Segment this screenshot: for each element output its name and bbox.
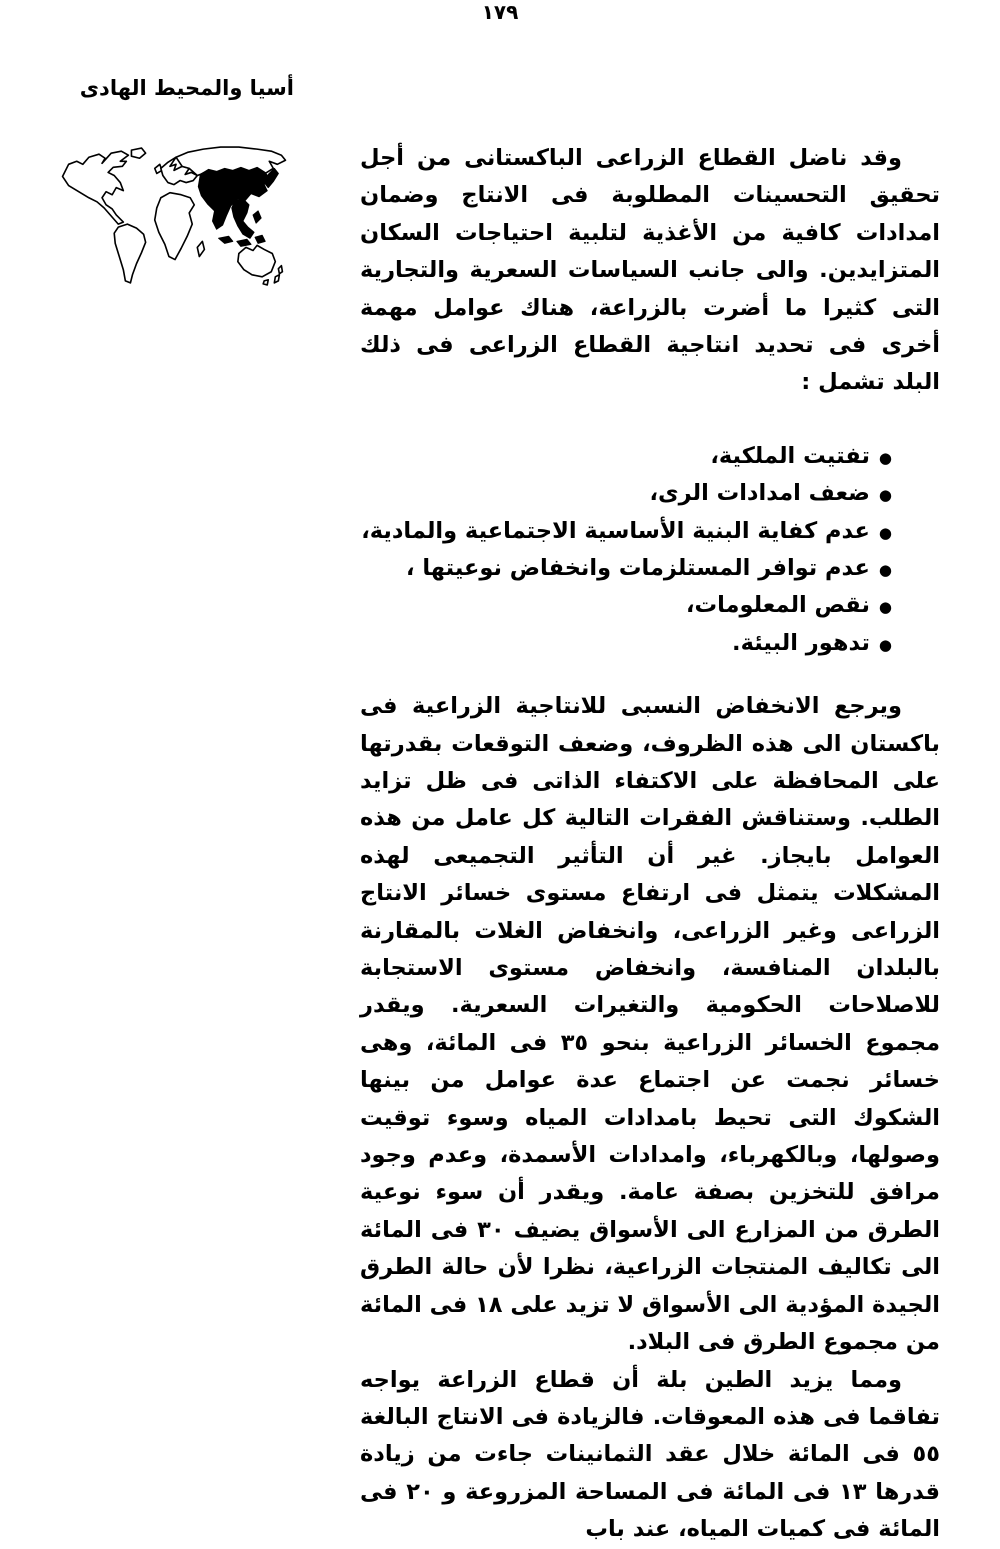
page-number: ١٧٩ — [481, 0, 519, 24]
bullet-icon: ● — [878, 561, 892, 580]
list-item-label: نقص المعلومات، — [685, 592, 870, 619]
world-map-svg — [56, 140, 292, 292]
bullet-icon: ● — [878, 486, 892, 505]
paragraph: ويرجع الانخفاض النسبى للانتاجية الزراعية فى باكستان الى هذه الظروف، وضعف التوقعات بقدرتها على المحافظة على الاكتفاء الذاتى فى ظل تزايد الطلب. وستناقش الفقرات التالية كل عامل من هذه العوامل بايجاز. غير أن التأثير التجميعى لهذه المشكلات يتمثل فى ارتفاع مستوى خسائر الانتاج الزراعى وغير الزراعى، وانخفاض الغلات بالمقارنة بالبلدان المنافسة، وانخفاض مستوى الاستجابة للاصلاحات الحكومية والتغيرات السعرية. ويقدر مجموع الخسائر الزراعية بنحو ٣٥ فى المائة، وهى خسائر نجمت عن اجتماع عدة عوامل من بينها الشكوك التى تحيط بامدادات المياه وسوء توقيت وصولها، وبالكهرباء، وامدادات الأسمدة، وعدم وجود مرافق للتخزين بصفة عامة. ويقدر أن سوء نوعية الطرق من المزارع الى الأسواق يضيف ٣٠ فى المائة الى تكاليف المنتجات الزراعية، نظرا لأن حالة الطرق الجيدة المؤدية الى الأسواق لا تزيد على ١٨ فى المائة من مجموع الطرق فى البلاد. — [360, 693, 941, 1356]
body-text-column — [360, 140, 940, 1549]
bullet-icon: ● — [878, 635, 892, 654]
list-item-label: تفتيت الملكية، — [710, 442, 870, 469]
indonesia-highlight-3 — [255, 235, 265, 243]
world-map — [56, 140, 292, 292]
bullet-list — [360, 438, 940, 662]
bullet-icon: ● — [878, 523, 892, 542]
bullet-icon: ● — [878, 448, 892, 467]
list-item-label: عدم كفاية البنية الأساسية الاجتماعية والمادية، — [361, 517, 870, 544]
new-zealand-outline-1 — [278, 266, 282, 274]
list-item — [360, 625, 892, 662]
indonesia-highlight-2 — [237, 239, 251, 246]
list-item-label: ضعف امدادات الرى، — [649, 480, 870, 507]
south-america-outline — [114, 224, 145, 283]
new-zealand-outline-2 — [274, 275, 279, 283]
philippines-highlight — [253, 211, 261, 223]
list-item — [360, 513, 892, 550]
paragraph: وقد ناضل القطاع الزراعى الباكستانى من أجل تحقيق التحسينات المطلوبة فى الانتاج وضمان امدادات كافية من الأغذية لتلبية احتياجات السكان المتزايدين. والى جانب السياسات السعرية والتجارية التى كثيرا ما أضرت بالزراعة، هناك عوامل مهمة أخرى فى تحديد انتاجية القطاع الزراعى فى ذلك البلد تشمل : — [360, 145, 940, 396]
section-title: أسيا والمحيط الهادى — [79, 76, 294, 100]
list-item — [360, 587, 892, 624]
madagascar-outline — [197, 241, 204, 256]
north-america-outline — [63, 151, 129, 224]
indonesia-highlight-1 — [219, 236, 233, 243]
paragraph: ومما يزيد الطين بلة أن قطاع الزراعة يواجه تفاقما فى هذه المعوقات. فالزيادة فى الانتاج البالغة ٥٥ فى المائة خلال عقد الثمانينات جاءت من زيادة قدرها ١٣ فى المائة فى المساحة المزروعة و ٢٠ فى المائة فى كميات المياه، عند باب — [360, 1366, 940, 1543]
list-item — [360, 475, 892, 512]
list-item-label: عدم توافر المستلزمات وانخفاض نوعيتها ، — [405, 555, 870, 582]
list-item — [360, 550, 892, 587]
tasmania-outline — [263, 280, 268, 285]
australia-outline — [238, 245, 275, 276]
bullet-icon: ● — [878, 598, 892, 617]
greenland-outline — [131, 148, 145, 158]
southeast-asia-highlight — [232, 199, 254, 239]
list-item-label: تدهور البيئة. — [732, 629, 870, 656]
list-item — [360, 438, 892, 475]
africa-outline — [155, 193, 195, 260]
